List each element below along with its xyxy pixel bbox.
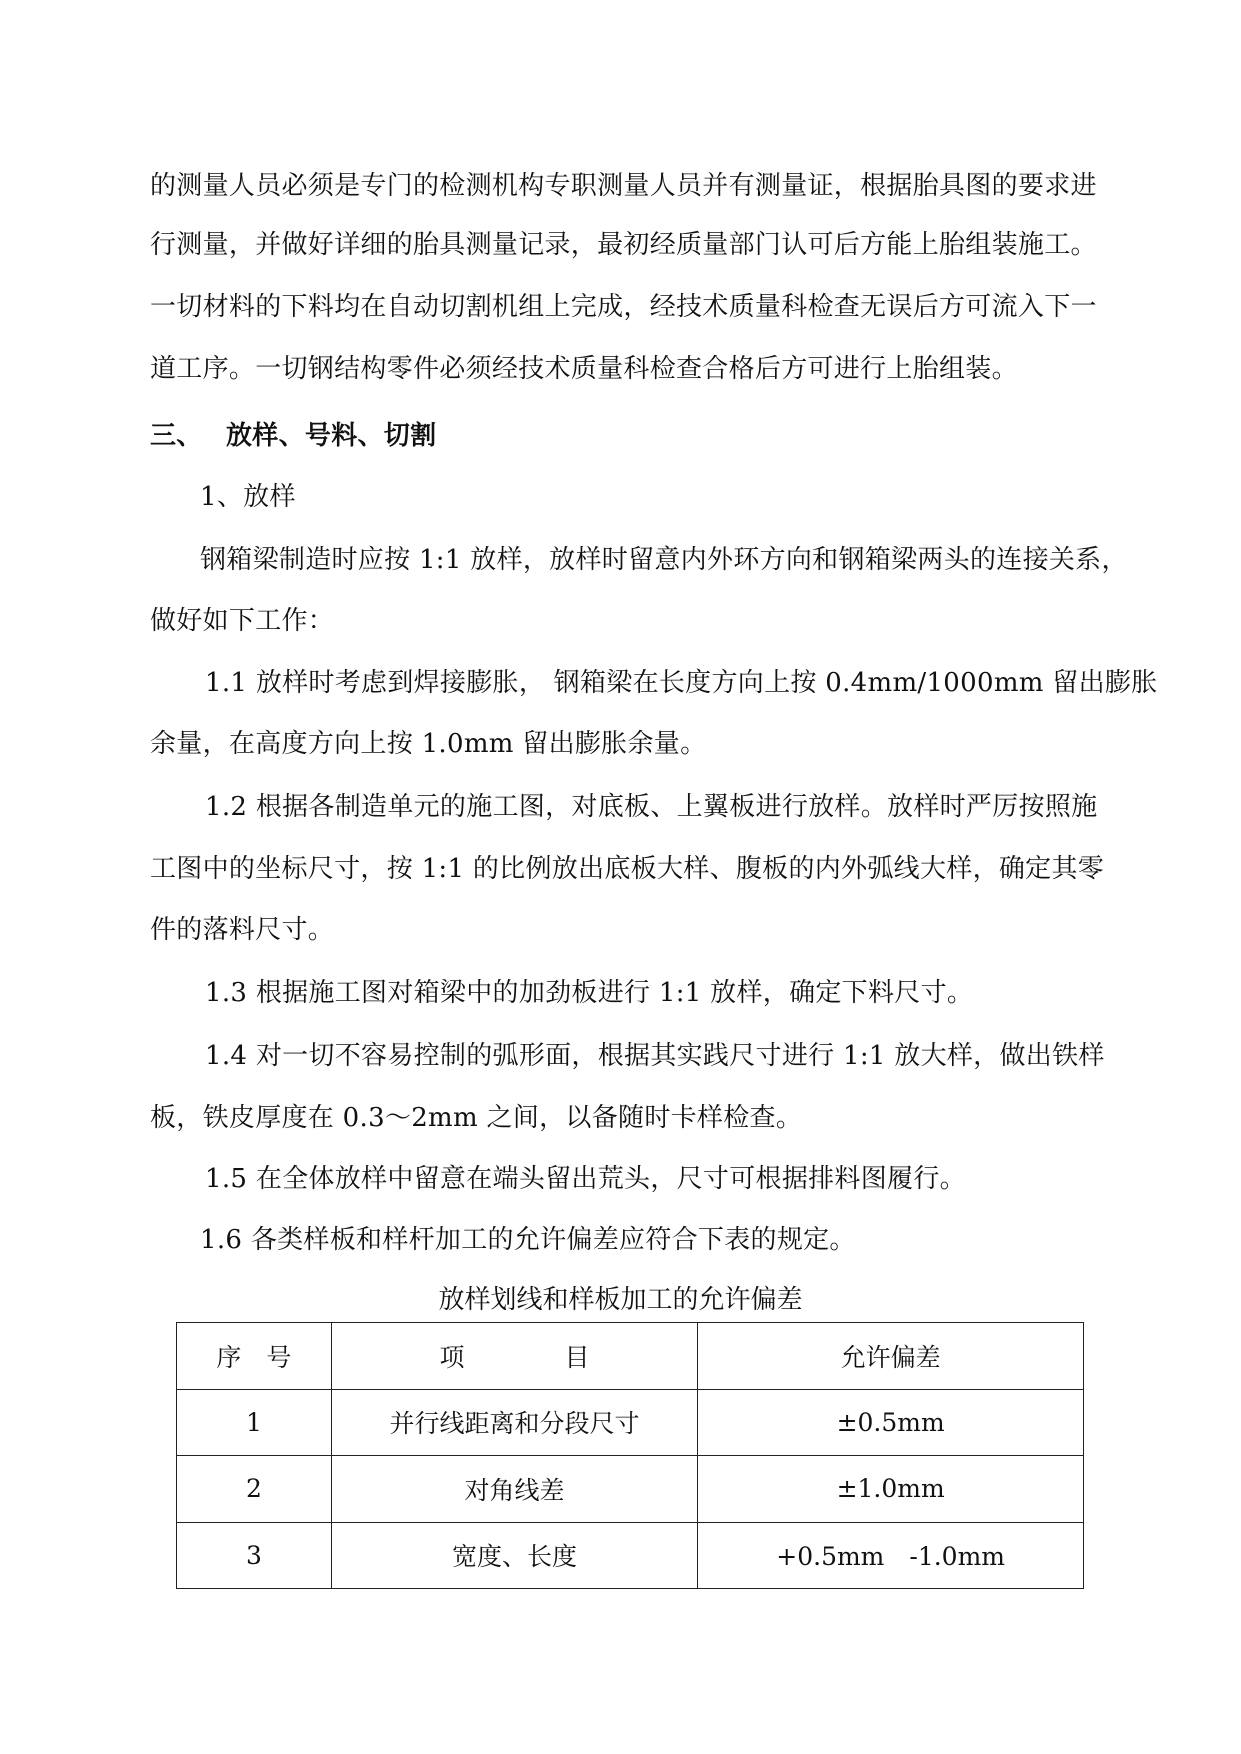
header-item: 项 目 — [331, 1323, 698, 1390]
text-line: 工图中的坐标尺寸，按 1:1 的比例放出底板大样、腹板的内外弧线大样，确定其零 — [150, 854, 1105, 884]
text-line: 板，铁皮厚度在 0.3～2mm 之间，以备随时卡样检查。 — [150, 1103, 803, 1133]
tolerance-table — [176, 1322, 1084, 1589]
table-cell: 宽度、长度 — [331, 1522, 698, 1589]
text-line: 1.1 放样时考虑到焊接膨胀， 钢箱梁在长度方向上按 0.4mm/1000mm 留出膨胀 — [205, 668, 1158, 698]
text-line: 一切材料的下料均在自动切割机组上完成，经技术质量科检查无误后方可流入下一 — [150, 292, 1097, 322]
table-row — [177, 1456, 1084, 1523]
table-row — [177, 1389, 1084, 1456]
subsection-heading: 1、放样 — [200, 482, 296, 512]
table-cell: 3 — [177, 1522, 332, 1589]
text-line: 做好如下工作： — [150, 606, 335, 636]
section-number: 三、 — [150, 421, 203, 451]
table-cell: ±1.0mm — [698, 1456, 1084, 1523]
section-heading — [150, 419, 436, 453]
text-line: 1.6 各类样板和样杆加工的允许偏差应符合下表的规定。 — [200, 1225, 856, 1255]
text-line: 1.4 对一切不容易控制的弧形面，根据其实践尺寸进行 1:1 放大样，做出铁样 — [205, 1041, 1105, 1071]
table-cell: 对角线差 — [331, 1456, 698, 1523]
text-line: 道工序。一切钢结构零件必须经技术质量科检查合格后方可进行上胎组装。 — [150, 354, 1018, 384]
table-cell: +0.5mm -1.0mm — [698, 1522, 1084, 1589]
table-cell: 1 — [177, 1389, 332, 1456]
section-title: 放样、号料、切割 — [226, 421, 437, 451]
table-cell: ±0.5mm — [698, 1389, 1084, 1456]
text-line: 钢箱梁制造时应按 1:1 放样，放样时留意内外环方向和钢箱梁两头的连接关系， — [200, 545, 1128, 575]
text-line: 件的落料尺寸。 — [150, 915, 335, 945]
table-cell: 并行线距离和分段尺寸 — [331, 1389, 698, 1456]
text-line: 的测量人员必须是专门的检测机构专职测量人员并有测量证，根据胎具图的要求进 — [150, 171, 1097, 201]
text-line: 行测量，并做好详细的胎具测量记录，最初经质量部门认可后方能上胎组装施工。 — [150, 230, 1097, 260]
text-line: 余量，在高度方向上按 1.0mm 留出膨胀余量。 — [150, 729, 707, 759]
text-line: 1.3 根据施工图对箱梁中的加劲板进行 1:1 放样，确定下料尺寸。 — [205, 978, 974, 1008]
text-line: 1.2 根据各制造单元的施工图，对底板、上翼板进行放样。放样时严厉按照施 — [205, 792, 1098, 822]
table-caption: 放样划线和样板加工的允许偏差 — [438, 1285, 803, 1315]
header-tolerance: 允许偏差 — [698, 1323, 1084, 1390]
header-index: 序 号 — [177, 1323, 332, 1390]
table-cell: 2 — [177, 1456, 332, 1523]
table-header-row — [177, 1323, 1084, 1390]
table-row — [177, 1522, 1084, 1589]
text-line: 1.5 在全体放样中留意在端头留出荒头，尺寸可根据排料图履行。 — [205, 1164, 966, 1194]
